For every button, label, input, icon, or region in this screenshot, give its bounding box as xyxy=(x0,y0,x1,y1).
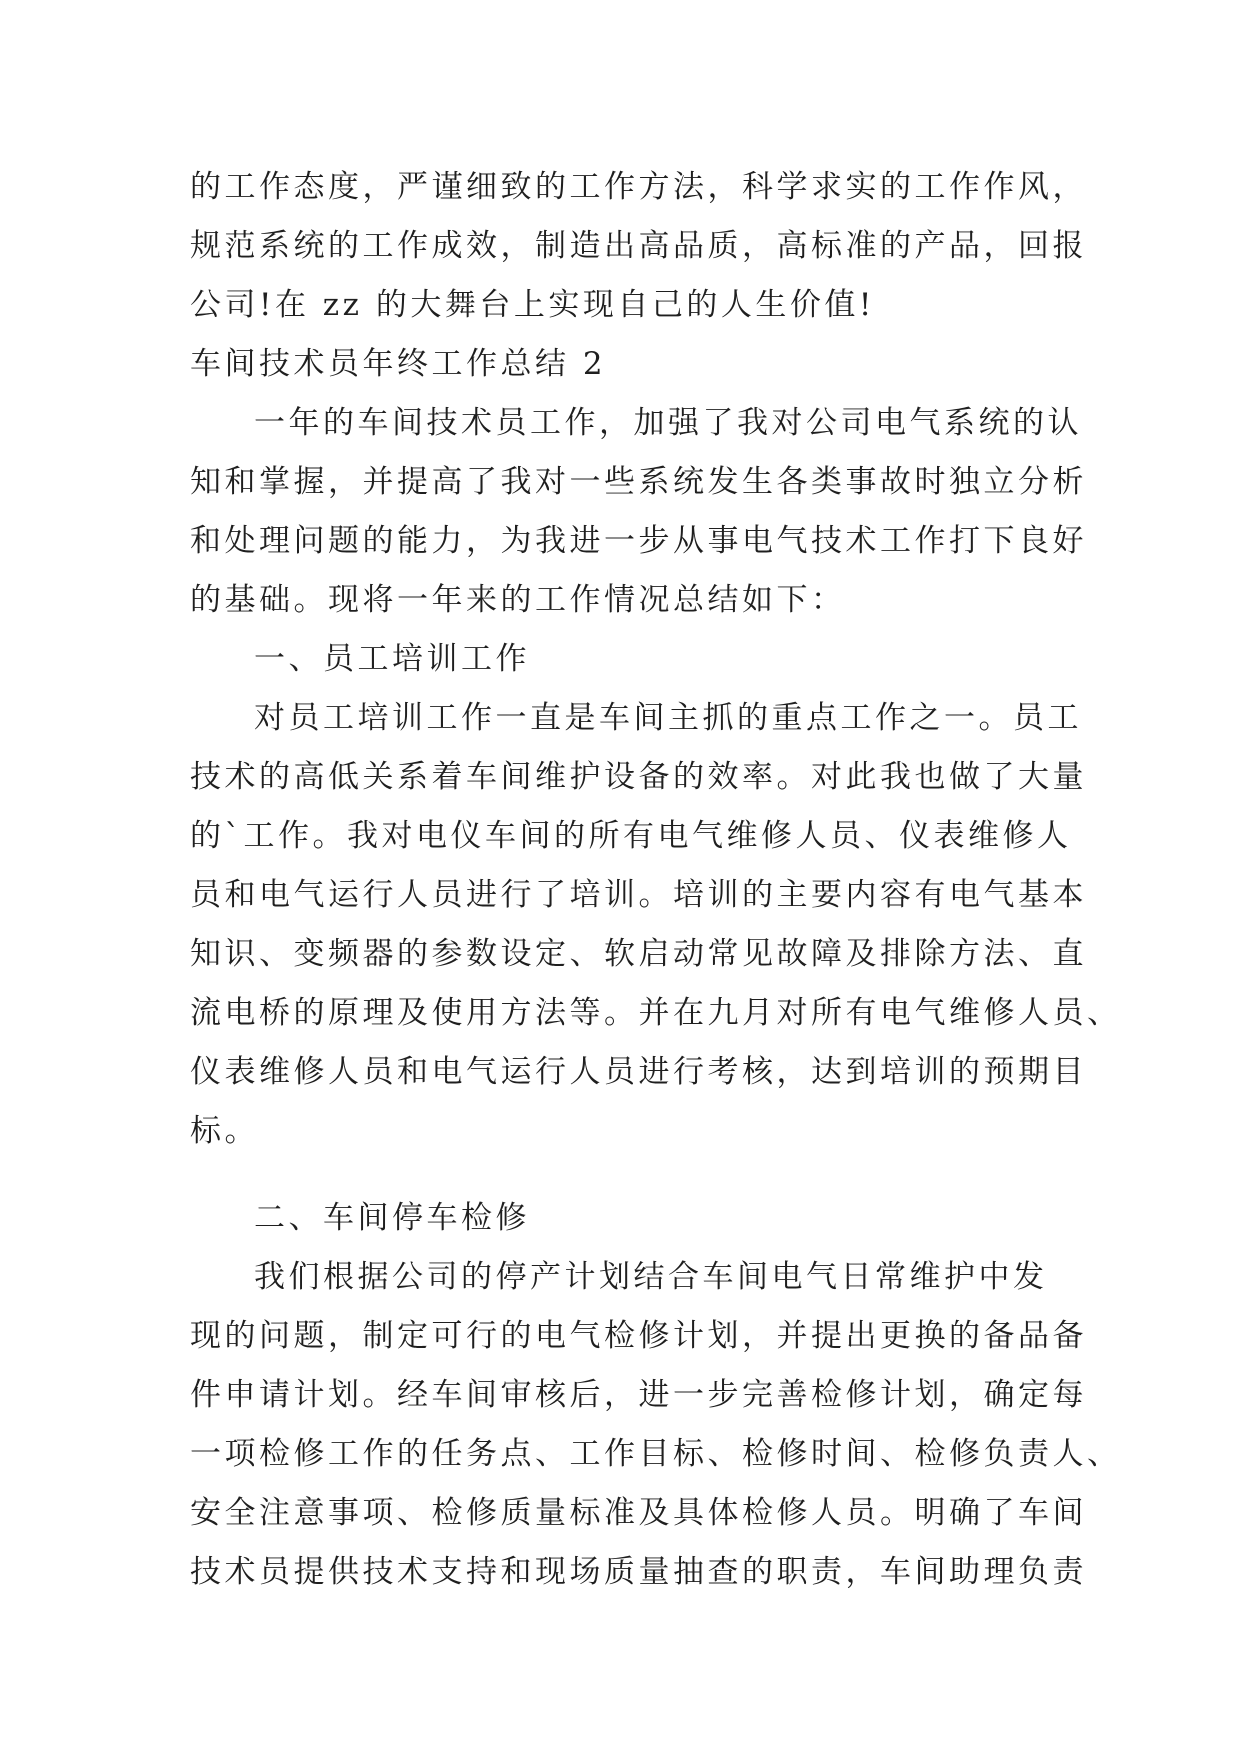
text-line: 安全注意事项、检修质量标准及具体检修人员。明确了车间 xyxy=(190,1495,1087,1531)
section-title: 车间技术员年终工作总结 2 xyxy=(190,346,607,382)
text-line: 知识、变频器的参数设定、软启动常见故障及排除方法、直 xyxy=(190,936,1087,972)
text-line: 规范系统的工作成效，制造出高品质，高标准的产品，回报 xyxy=(190,228,1087,264)
paragraph-start-line: 一年的车间技术员工作，加强了我对公司电气系统的认 xyxy=(254,405,1082,441)
text-line: 知和掌握，并提高了我对一些系统发生各类事故时独立分析 xyxy=(190,464,1087,500)
text-line: 公司!在 zz 的大舞台上实现自己的人生价值! xyxy=(190,287,875,323)
text-line: 流电桥的原理及使用方法等。并在九月对所有电气维修人员、 xyxy=(190,995,1122,1031)
text-line: 和处理问题的能力，为我进一步从事电气技术工作打下良好 xyxy=(190,523,1087,559)
text-line: 一项检修工作的任务点、工作目标、检修时间、检修负责人、 xyxy=(190,1436,1122,1472)
text-line: 仪表维修人员和电气运行人员进行考核，达到培训的预期目 xyxy=(190,1054,1087,1090)
text-line: 件申请计划。经车间审核后，进一步完善检修计划，确定每 xyxy=(190,1377,1087,1413)
paragraph-start-line: 我们根据公司的停产计划结合车间电气日常维护中发 xyxy=(254,1259,1048,1295)
text-line: 的工作态度，严谨细致的工作方法，科学求实的工作作风， xyxy=(190,169,1087,205)
text-line: 标。 xyxy=(190,1113,259,1149)
text-line: 员和电气运行人员进行了培训。培训的主要内容有电气基本 xyxy=(190,877,1087,913)
paragraph-start-line: 对员工培训工作一直是车间主抓的重点工作之一。员工 xyxy=(254,700,1082,736)
document-body xyxy=(190,158,1122,1602)
text-line: 的基础。现将一年来的工作情况总结如下： xyxy=(190,582,846,618)
text-line: 技术的高低关系着车间维护设备的效率。对此我也做了大量 xyxy=(190,759,1087,795)
text-line: 的`工作。我对电仪车间的所有电气维修人员、仪表维修人 xyxy=(190,818,1072,854)
text-line: 现的问题，制定可行的电气检修计划，并提出更换的备品备 xyxy=(190,1318,1087,1354)
text-line: 技术员提供技术支持和现场质量抽查的职责，车间助理负责 xyxy=(190,1554,1087,1590)
heading-employee-training: 一、员工培训工作 xyxy=(254,641,530,677)
heading-workshop-shutdown-maintenance: 二、车间停车检修 xyxy=(254,1200,530,1236)
